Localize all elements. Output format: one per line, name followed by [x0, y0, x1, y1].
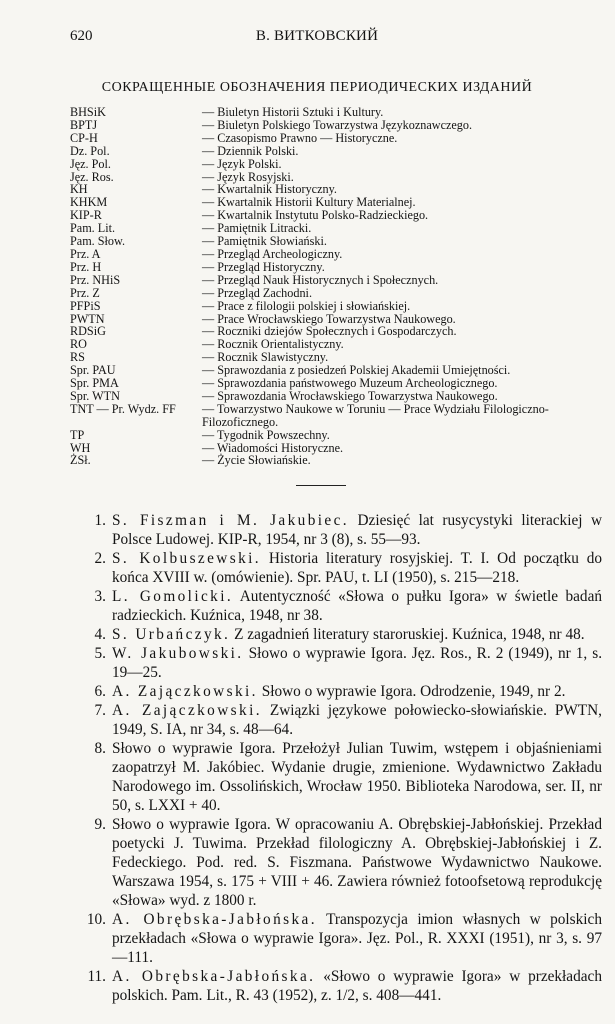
reference-body: [112, 910, 602, 967]
reference-item: [70, 739, 602, 815]
abbreviation-desc: — Pamiętnik Litracki.: [202, 221, 312, 236]
abbreviation-desc: — Język Rosyjski.: [202, 169, 294, 184]
reference-body: [112, 644, 602, 682]
reference-text: Słowo o wyprawie Igora. Przełożył Julian Tuwim, wstępem i objaśnieniami zaopatrzył M. Jakóbiec. Wydanie drugie, zmienione. Wydawnictwo Zakładu Narodowego im. Ossolińskich, Wrocław 1950. Biblioteka Narodowa, ser. II, nr 50, s. LXXI + 40.: [112, 740, 602, 814]
reference-body: [112, 587, 602, 625]
abbreviation-list: [70, 106, 600, 467]
abbreviation-desc: — Prace z filologii polskiej i słowiańskiej.: [202, 298, 411, 313]
abbreviation-desc: — Rocznik Slawistyczny.: [202, 350, 329, 365]
abbreviation-desc: — Przegląd Historyczny.: [202, 259, 325, 274]
abbreviation-desc: — Sprawozdania Wrocławskiego Towarzystwa Naukowego.: [202, 388, 498, 403]
reference-body: [112, 967, 602, 1005]
reference-author: A. Obrębska-Jabłońska.: [112, 911, 317, 928]
section-divider: [296, 485, 346, 486]
abbreviation-row: [70, 209, 600, 222]
abbreviation-code: Dz. Pol.: [70, 143, 110, 158]
reference-author: W. Jakubowski.: [112, 645, 244, 662]
abbreviation-desc: — Biuletyn Historii Sztuki i Kultury.: [202, 105, 384, 119]
abbreviation-row: [70, 158, 600, 171]
abbreviation-desc: — Kwartalnik Historii Kultury Materialnej.: [202, 195, 416, 210]
abbreviation-row: [70, 145, 600, 158]
reference-number: 6.: [94, 683, 106, 700]
abbreviation-desc: — Czasopismo Prawno — Historyczne.: [202, 130, 398, 145]
reference-author: S. Kolbuszewski.: [112, 550, 262, 567]
abbreviation-desc: — Wiadomości Historyczne.: [202, 440, 344, 455]
reference-item: [70, 511, 602, 549]
abbreviation-desc: — Biuletyn Polskiego Towarzystwa Językoznawczego.: [202, 117, 473, 132]
abbreviation-code: Spr. PMA: [70, 376, 119, 391]
reference-text: Dziesięć lat rusycystyki literackiej w Polsce Ludowej. KIP-R, 1954, nr 3 (8), s. 55—93.: [112, 512, 602, 548]
reference-number: 3.: [94, 588, 106, 605]
reference-text: «Słowo o wyprawie Igora» w przekładach polskich. Pam. Lit., R. 43 (1952), z. 1/2, s. 408—441.: [112, 968, 602, 1004]
reference-author: A. Zajączkowski.: [112, 702, 262, 719]
reference-body: [112, 701, 602, 739]
abbreviation-row: [70, 106, 600, 119]
abbreviation-code: ŻSł.: [70, 453, 91, 468]
abbreviation-row: [70, 261, 600, 274]
reference-text: Słowo o wyprawie Igora. Jęz. Ros., R. 2 (1949), nr 1, s. 19—25.: [112, 645, 603, 681]
reference-number: 2.: [94, 550, 106, 567]
reference-item: [70, 815, 602, 910]
abbreviation-desc: — Kwartalnik Instytutu Polsko-Radzieckiego.: [202, 208, 429, 223]
reference-number: 10.: [86, 911, 106, 928]
abbreviation-code: PFPiS: [70, 298, 101, 313]
abbreviation-desc: — Towarzystwo Naukowe w Toruniu — Prace Wydziału Filologiczno-Filozoficznego.: [202, 401, 549, 429]
reference-number: 4.: [94, 626, 106, 643]
reference-text: Związki językowe połowiecko-słowiańskie. PWTN, 1949, S. IA, nr 34, s. 48—64.: [112, 702, 602, 738]
reference-number: 7.: [94, 702, 106, 719]
abbreviation-desc: — Pamiętnik Słowiański.: [202, 234, 327, 249]
reference-author: L. Gomolicki.: [112, 588, 234, 605]
abbreviation-code: PWTN: [70, 311, 105, 326]
abbreviation-desc: — Dziennik Polski.: [202, 143, 299, 158]
reference-author: S. Fiszman i M. Jakubiec.: [112, 512, 350, 529]
abbreviation-code: Prz. Z: [70, 285, 100, 300]
reference-body: [112, 739, 602, 815]
reference-number: 9.: [94, 816, 106, 833]
reference-number: 11.: [87, 968, 106, 985]
reference-body: [112, 682, 602, 701]
reference-author: S. Urbańczyk.: [112, 626, 231, 643]
reference-text: Transpozycja imion własnych w polskich przekładach «Słowa o wyprawie Igora». Jęz. Pol., R. XXXI (1951), nr 3, s. 97—111.: [112, 911, 602, 966]
abbreviation-code: BHSiK: [70, 105, 106, 119]
abbreviation-code: Prz. H: [70, 259, 102, 274]
page-number: 620: [70, 28, 93, 44]
abbreviation-code: Spr. WTN: [70, 388, 120, 403]
reference-number: 5.: [94, 645, 106, 662]
abbreviation-desc: — Roczniki dziejów Społecznych i Gospodarczych.: [202, 324, 457, 339]
abbreviation-code: BPTJ: [70, 117, 98, 132]
abbreviation-code: KH: [70, 182, 88, 197]
reference-text: Słowo o wyprawie Igora. Odrodzenie, 1949, nr 2.: [261, 683, 566, 700]
reference-body: [112, 815, 602, 910]
reference-item: [70, 910, 602, 967]
abbreviation-code: Jęz. Pol.: [70, 156, 111, 171]
abbreviation-row: [70, 377, 600, 390]
reference-item: [70, 701, 602, 739]
abbreviation-code: TNT — Pr. Wydz. FF: [70, 401, 176, 416]
reference-item: [70, 967, 602, 1005]
abbreviation-code: Pam. Słow.: [70, 234, 126, 249]
abbreviation-desc: — Sprawozdania z posiedzeń Polskiej Akademii Umiejętności.: [202, 363, 511, 378]
reference-item: [70, 587, 602, 625]
abbreviation-code: WH: [70, 440, 91, 455]
abbreviation-code: KHKM: [70, 195, 108, 210]
abbreviation-desc: — Przegląd Zachodni.: [202, 285, 312, 300]
abbreviation-row: [70, 222, 600, 235]
abbreviation-code: KIP-R: [70, 208, 102, 223]
reference-author: A. Obrębska-Jabłońska.: [112, 968, 316, 985]
reference-list: [70, 511, 602, 1005]
reference-body: [112, 549, 602, 587]
reference-item: [70, 549, 602, 587]
abbreviation-code: Pam. Lit.: [70, 221, 116, 236]
abbreviation-desc: — Przegląd Archeologiczny.: [202, 246, 343, 261]
abbreviation-row: [70, 403, 600, 429]
abbreviation-code: RS: [70, 350, 85, 365]
abbreviation-row: [70, 300, 600, 313]
abbreviation-desc: — Życie Słowiańskie.: [202, 453, 311, 468]
page-header: [70, 28, 564, 48]
abbreviation-row: [70, 338, 600, 351]
abbreviation-desc: — Przegląd Nauk Historycznych i Społecznych.: [202, 272, 439, 287]
reference-item: [70, 682, 602, 701]
running-head: В. ВИТКОВСКИЙ: [255, 28, 379, 44]
abbreviation-row: [70, 119, 600, 132]
abbreviation-desc: — Sprawozdania państwowego Muzeum Archeologicznego.: [202, 376, 498, 391]
abbreviation-row: [70, 274, 600, 287]
abbreviation-row: [70, 248, 600, 261]
abbreviation-code: RDSiG: [70, 324, 106, 339]
abbreviation-code: Prz. NHiS: [70, 272, 121, 287]
reference-author: A. Zajączkowski.: [112, 683, 258, 700]
abbreviation-code: TP: [70, 427, 85, 442]
abbreviation-code: CP-H: [70, 130, 98, 145]
reference-text: Z zagadnień literatury staroruskiej. Kuźnica, 1948, nr 48.: [234, 626, 585, 643]
section-title: СОКРАЩЕННЫЕ ОБОЗНАЧЕНИЯ ПЕРИОДИЧЕСКИХ ИЗДАНИЙ: [101, 80, 533, 95]
reference-item: [70, 644, 602, 682]
reference-text: Autentyczność «Słowa o pułku Igora» w świetle badań radzieckich. Kuźnica, 1948, nr 38.: [112, 588, 603, 624]
abbreviation-code: Prz. A: [70, 246, 101, 261]
reference-body: [112, 625, 602, 644]
abbreviation-desc: — Język Polski.: [202, 156, 282, 171]
reference-text: Historia literatury rosyjskiej. T. I. Od początku do końca XVIII w. (omówienie). Spr. PAU, t. LI (1950), s. 215—218.: [112, 550, 602, 586]
reference-item: [70, 625, 602, 644]
abbreviation-desc: — Rocznik Orientalistyczny.: [202, 337, 344, 352]
abbreviation-row: [70, 390, 600, 403]
abbreviation-code: Spr. PAU: [70, 363, 116, 378]
reference-text: Słowo o wyprawie Igora. W opracowaniu A. Obrębskiej-Jabłońskiej. Przekład poetycki J. Tuwima. Przekład filologiczny A. Obrębskiej-Jabłońskiej i Z. Fedeckiego. Pod. red. S. Fiszmana. Państwowe Wydawnictwo Naukowe. Warszawa 1954, s. 175 + VIII + 46. Zawiera również fotoofsetową reprodukcję «Słowa» wyd. z 1800 r.: [112, 816, 602, 909]
reference-number: 8.: [94, 740, 106, 757]
reference-body: [112, 511, 602, 549]
abbreviation-row: [70, 454, 600, 467]
abbreviation-desc: — Kwartalnik Historyczny.: [202, 182, 337, 197]
abbreviation-row: [70, 287, 600, 300]
abbreviation-code: Jęz. Ros.: [70, 169, 114, 184]
abbreviation-desc: — Tygodnik Powszechny.: [202, 427, 330, 442]
abbreviation-code: RO: [70, 337, 87, 352]
reference-number: 1.: [94, 512, 106, 529]
abbreviation-row: [70, 429, 600, 442]
abbreviation-row: [70, 132, 600, 145]
abbreviation-row: [70, 442, 600, 455]
abbreviation-desc: — Prace Wrocławskiego Towarzystwa Naukowego.: [202, 311, 456, 326]
